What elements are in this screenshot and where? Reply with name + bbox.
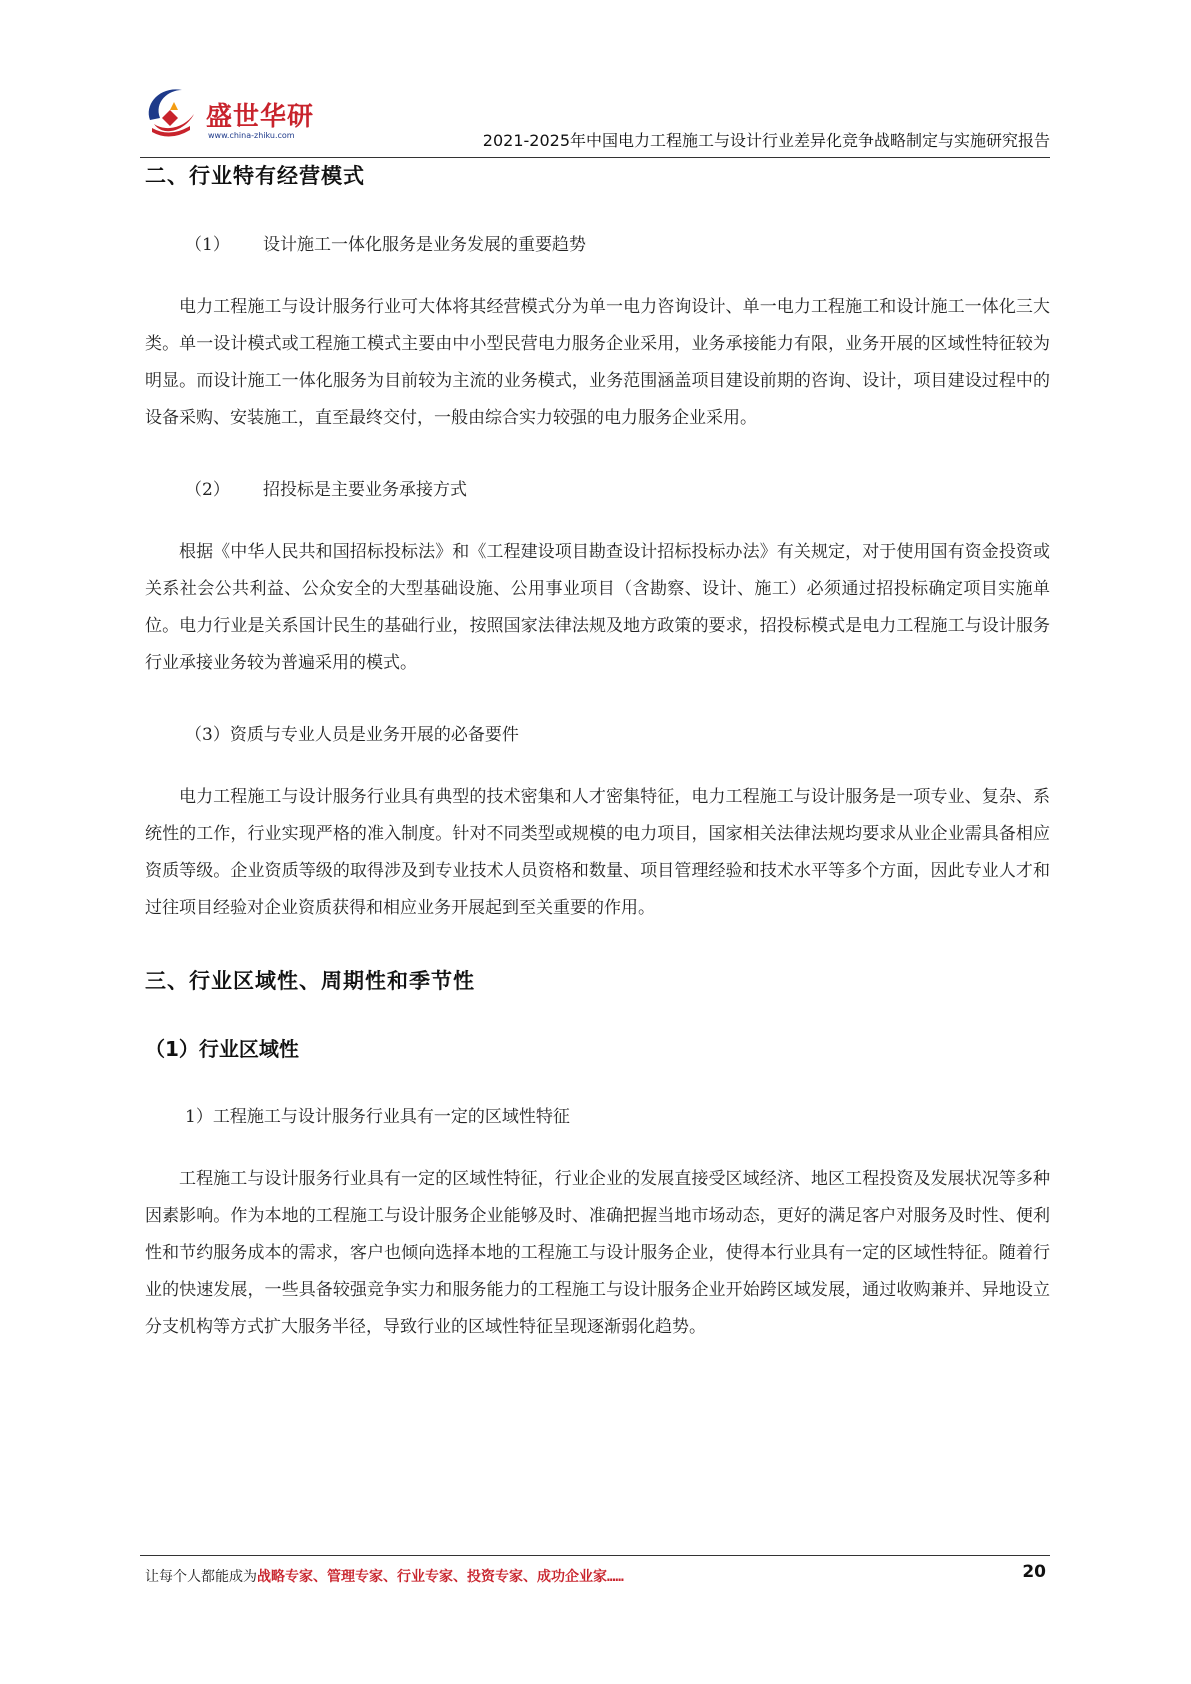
item-text: 设计施工一体化服务是业务发展的重要趋势: [263, 235, 586, 255]
logo-url: www.china-zhiku.com: [208, 131, 295, 140]
paragraph: 电力工程施工与设计服务行业具有典型的技术密集和人才密集特征，电力工程施工与设计服务是一项专业、复杂、系统性的工作，行业实现严格的准入制度。针对不同类型或规模的电力项目，国家相关法律法规均要求从业企业需具备相应资质等级。企业资质等级的取得涉及到专业技术人员资格和数量、项目管理经验和技术水平等多个方面，因此专业人才和过往项目经验对企业资质获得和相应业务开展起到至关重要的作用。: [145, 787, 1050, 918]
item-text: 招投标是主要业务承接方式: [263, 480, 467, 500]
page-header: [140, 78, 1050, 158]
paragraph: 电力工程施工与设计服务行业可大体将其经营模式分为单一电力咨询设计、单一电力工程施工和设计施工一体化三大类。单一设计模式或工程施工模式主要由中小型民营电力服务企业采用，业务承接能力有限，业务开展的区域性特征较为明显。而设计施工一体化服务为目前较为主流的业务模式，业务范围涵盖项目建设前期的咨询、设计，项目建设过程中的设备采购、安装施工，直至最终交付，一般由综合实力较强的电力服务企业采用。: [145, 297, 1050, 428]
section-title-3: 三、行业区域性、周期性和季节性: [145, 969, 475, 993]
paragraph: 工程施工与设计服务行业具有一定的区域性特征，行业企业的发展直接受区域经济、地区工程投资及发展状况等多种因素影响。作为本地的工程施工与设计服务企业能够及时、准确把握当地市场动态，更好的满足客户对服务及时性、便利性和节约服务成本的需求，客户也倾向选择本地的工程施工与设计服务企业，使得本行业具有一定的区域性特征。随着行业的快速发展，一些具备较强竞争实力和服务能力的工程施工与设计服务企业开始跨区域发展，通过收购兼并、异地设立分支机构等方式扩大服务半径，导致行业的区域性特征呈现逐渐弱化趋势。: [145, 1169, 1050, 1337]
item-number: （2）: [185, 480, 230, 500]
header-divider: [140, 157, 1050, 158]
list-item-heading: （3）资质与专业人员是业务开展的必备要件: [185, 725, 519, 745]
logo-name: 盛世华研: [206, 102, 315, 132]
footer-divider: [140, 1555, 1050, 1556]
footer-slogan: [145, 1566, 624, 1586]
report-title: 2021-2025年中国电力工程施工与设计行业差异化竞争战略制定与实施研究报告: [482, 131, 1050, 150]
logo: [140, 78, 320, 148]
page-content: [145, 160, 1050, 1346]
list-item-heading: 1）工程施工与设计服务行业具有一定的区域性特征: [185, 1107, 570, 1127]
page-number: 20: [1022, 1562, 1046, 1582]
subsection-title: （1）行业区域性: [145, 1037, 299, 1061]
item-number: （1）: [185, 235, 230, 255]
logo-emblem-icon: [140, 80, 202, 142]
list-item-heading: [145, 230, 1050, 255]
list-item-heading: [145, 475, 1050, 500]
paragraph: 根据《中华人民共和国招标投标法》和《工程建设项目勘查设计招标投标办法》有关规定，对于使用国有资金投资或关系社会公共利益、公众安全的大型基础设施、公用事业项目（含勘察、设计、施工）必须通过招投标确定项目实施单位。电力行业是关系国计民生的基础行业，按照国家法律法规及地方政策的要求，招投标模式是电力工程施工与设计服务行业承接业务较为普遍采用的模式。: [145, 542, 1050, 673]
slogan-highlight: 战略专家、管理专家、行业专家、投资专家、成功企业家……: [257, 1569, 624, 1585]
slogan-prefix: 让每个人都能成为: [145, 1569, 257, 1585]
section-title-2: 二、行业特有经营模式: [145, 164, 365, 188]
